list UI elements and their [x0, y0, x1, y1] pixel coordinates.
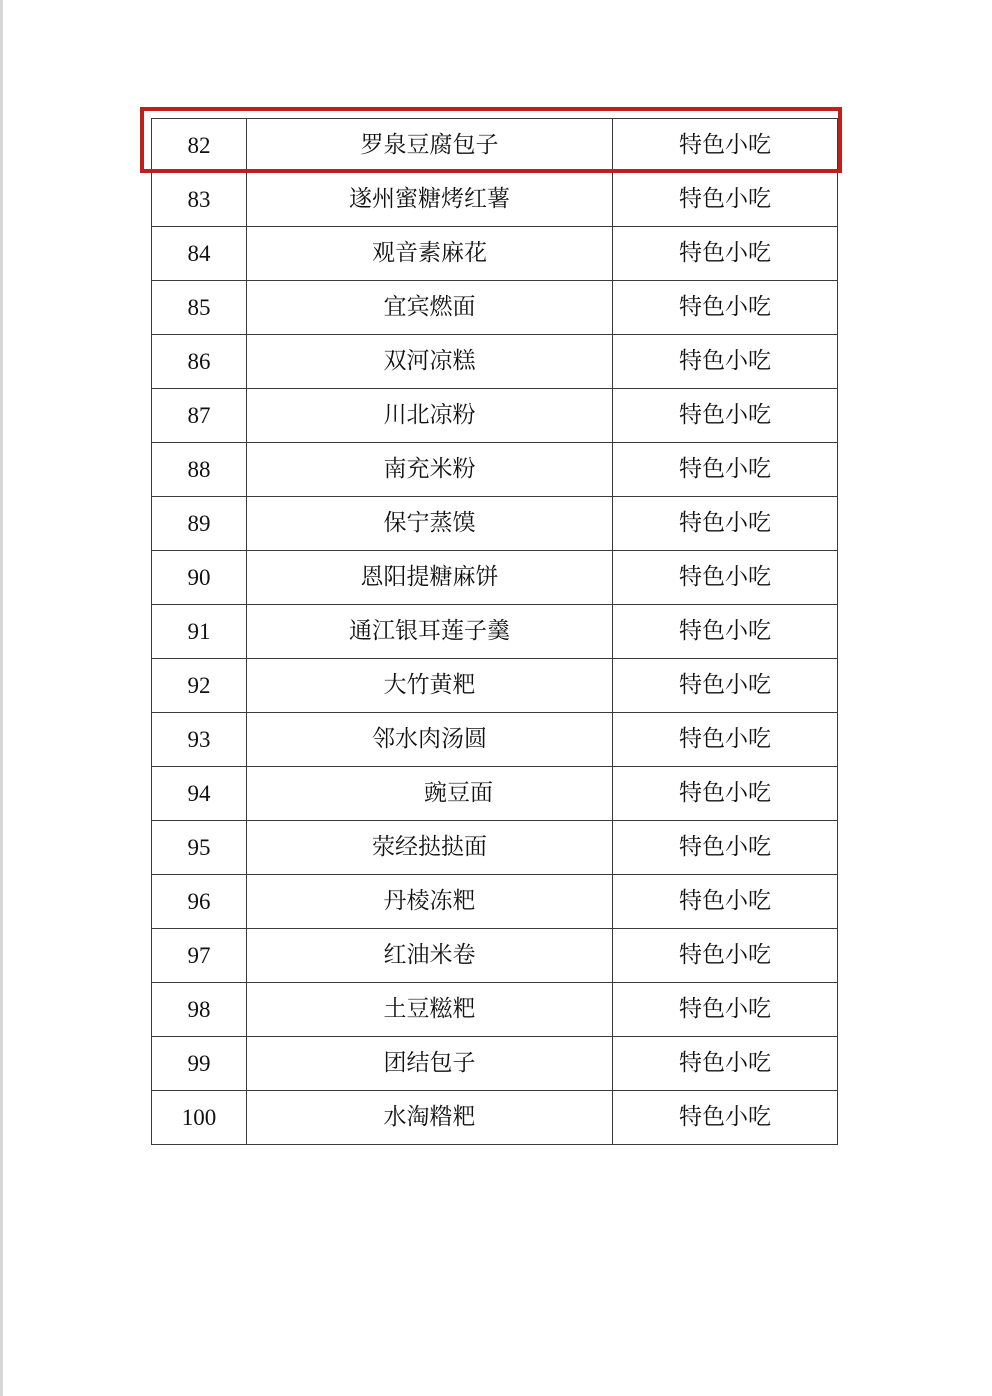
snack-category: 特色小吃: [613, 1091, 838, 1145]
snack-category: 特色小吃: [613, 227, 838, 281]
row-number: 95: [152, 821, 247, 875]
row-number: 98: [152, 983, 247, 1037]
table-row: [152, 929, 838, 983]
row-number: 91: [152, 605, 247, 659]
snack-category: 特色小吃: [613, 389, 838, 443]
row-number: 100: [152, 1091, 247, 1145]
row-number: 96: [152, 875, 247, 929]
table-row: [152, 119, 838, 173]
row-number: 88: [152, 443, 247, 497]
snack-name: 观音素麻花: [247, 227, 613, 281]
snack-category: 特色小吃: [613, 983, 838, 1037]
table-row: [152, 1091, 838, 1145]
row-number: 85: [152, 281, 247, 335]
snack-category: 特色小吃: [613, 929, 838, 983]
snack-category: 特色小吃: [613, 875, 838, 929]
snack-category: 特色小吃: [613, 821, 838, 875]
table-row: [152, 983, 838, 1037]
snack-name: 双河凉糕: [247, 335, 613, 389]
table-row: [152, 227, 838, 281]
row-number: 94: [152, 767, 247, 821]
snack-name: 水淘糌粑: [247, 1091, 613, 1145]
table-row: [152, 821, 838, 875]
table-row: [152, 389, 838, 443]
snack-category: 特色小吃: [613, 1037, 838, 1091]
table-row: [152, 443, 838, 497]
snack-category: 特色小吃: [613, 767, 838, 821]
snack-category: 特色小吃: [613, 281, 838, 335]
snack-category: 特色小吃: [613, 443, 838, 497]
snack-name: 丹棱冻粑: [247, 875, 613, 929]
snack-category: 特色小吃: [613, 713, 838, 767]
row-number: 89: [152, 497, 247, 551]
snack-name: 南充米粉: [247, 443, 613, 497]
row-number: 84: [152, 227, 247, 281]
snack-category: 特色小吃: [613, 173, 838, 227]
snack-name: 宜宾燃面: [247, 281, 613, 335]
snack-name: 红油米卷: [247, 929, 613, 983]
table-row: [152, 1037, 838, 1091]
table-row: [152, 659, 838, 713]
snack-name: 邻水肉汤圆: [247, 713, 613, 767]
row-number: 83: [152, 173, 247, 227]
row-number: 97: [152, 929, 247, 983]
row-number: 93: [152, 713, 247, 767]
snack-name: 团结包子: [247, 1037, 613, 1091]
row-number: 99: [152, 1037, 247, 1091]
table-row: [152, 173, 838, 227]
snack-name: 罗泉豆腐包子: [247, 119, 613, 173]
table-row: [152, 497, 838, 551]
table-row: [152, 551, 838, 605]
snack-name: 大竹黄粑: [247, 659, 613, 713]
table-row: [152, 875, 838, 929]
snack-list-table: [151, 118, 838, 1145]
table-row: [152, 281, 838, 335]
snack-category: 特色小吃: [613, 119, 838, 173]
table-row: [152, 713, 838, 767]
snack-name: 通江银耳莲子羹: [247, 605, 613, 659]
snack-name: 川北凉粉: [247, 389, 613, 443]
snack-category: 特色小吃: [613, 551, 838, 605]
snack-name: 遂州蜜糖烤红薯: [247, 173, 613, 227]
snack-name: 荥经挞挞面: [247, 821, 613, 875]
snack-category: 特色小吃: [613, 335, 838, 389]
row-number: 87: [152, 389, 247, 443]
snack-name: 恩阳提糖麻饼: [247, 551, 613, 605]
page-edge: [0, 0, 3, 1396]
table-row: [152, 335, 838, 389]
snack-category: 特色小吃: [613, 497, 838, 551]
snack-category: 特色小吃: [613, 605, 838, 659]
row-number: 82: [152, 119, 247, 173]
row-number: 92: [152, 659, 247, 713]
table-row: [152, 605, 838, 659]
table-row: [152, 767, 838, 821]
row-number: 86: [152, 335, 247, 389]
snack-name: 豌豆面: [247, 767, 613, 821]
snack-name: 土豆糍粑: [247, 983, 613, 1037]
snack-name: 保宁蒸馍: [247, 497, 613, 551]
snack-category: 特色小吃: [613, 659, 838, 713]
row-number: 90: [152, 551, 247, 605]
